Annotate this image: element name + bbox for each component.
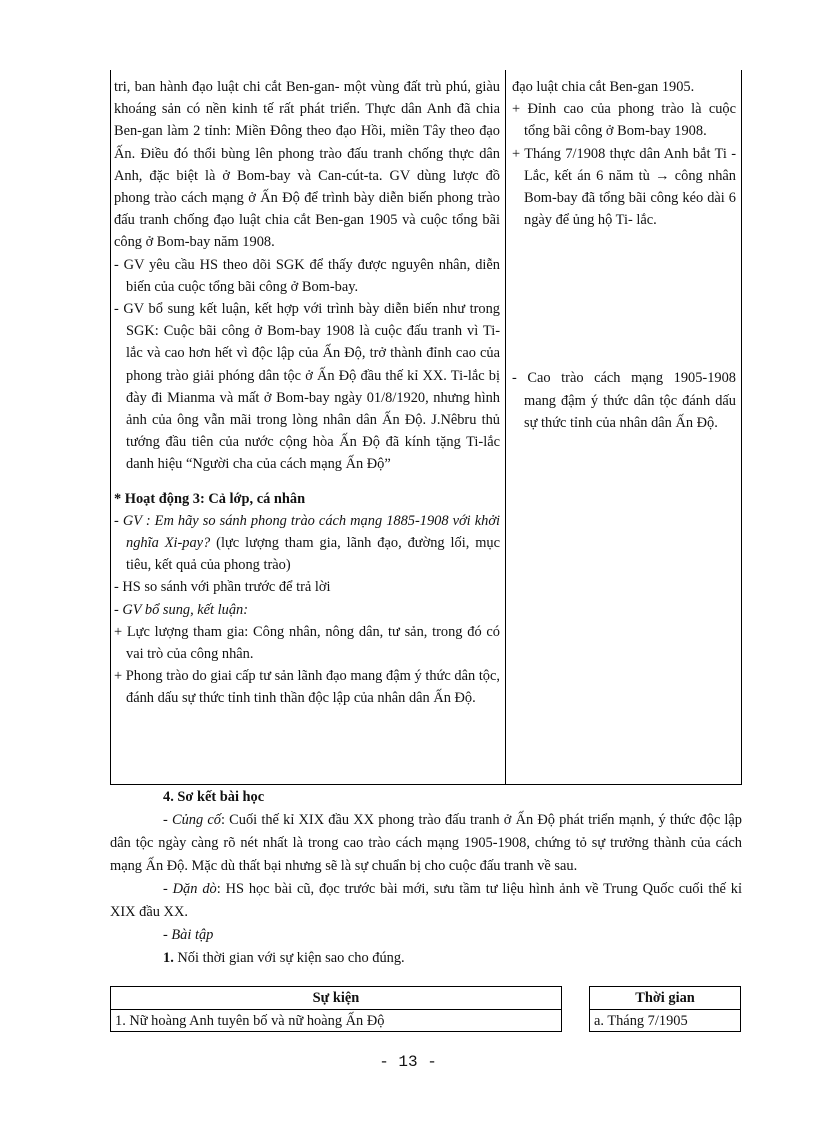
right-text-tilak-arrest: + Tháng 7/1908 thực dân Anh bắt Ti - Lắc, kết án 6 năm tù → công nhân Bom-bay đã tổng bãi công kéo dài 6 ngày để ủng hộ Ti- lắc.: [512, 145, 736, 229]
activity-3-heading: * Hoạt động 3: Cả lớp, cá nhân: [114, 490, 306, 507]
time-header: Thời gian: [590, 987, 740, 1010]
right-text-climax: - Cao trào cách mạng 1905-1908 mang đậm ý thức dân tộc đánh dấu sự thức tỉnh của nhân dân Ấn Độ.: [512, 370, 736, 431]
summary-title: 4. Sơ kết bài học: [163, 789, 265, 805]
exercise-instruction: [110, 947, 742, 970]
summary-homework: [110, 878, 742, 924]
paragraph-gv-request: - GV yêu cầu HS theo dõi SGK để thấy được nguyên nhân, diễn biến của cuộc tổng bãi công ở Bom-bay.: [114, 256, 500, 295]
right-text-peak: + Đỉnh cao của phong trào là cuộc tổng bãi công ở Bom-bay 1908.: [512, 101, 736, 140]
knowledge-column: [512, 76, 736, 434]
column-divider: [505, 70, 506, 785]
time-table: [589, 986, 741, 1032]
gv-question: - GV : Em hãy so sánh phong trào cách mạng 1885-1908 với khởi nghĩa Xi-pay?: [114, 512, 500, 552]
conclusion-leadership: + Phong trào do giai cấp tư sản lãnh đạo mang đậm ý thức dân tộc, đánh dấu sự thức tỉnh tinh thần độc lập của nhân dân Ấn Độ.: [114, 668, 500, 707]
paragraph-bengal-partition: tri, ban hành đạo luật chi cắt Ben-gan- một vùng đất trù phú, giàu khoáng sản có nền kinh tế rất phát triển. Thực dân Anh đã chia Ben-gan làm 2 tỉnh: Miền Đông theo đạo Hồi, miền Tây theo đạo Ấn. Điều đó thổi bùng lên phong trào đấu tranh chống thực dân Anh, đặc biệt là ở Bom-bay và Can-cút-ta. GV dùng lược đồ phong trào cách mạng ở Ấn Độ để trình bày diễn biến phong trào đấu tranh chống đạo luật chia cắt Ben-gan 1905 và cuộc tổng bãi công ở Bom-bay năm 1908.: [114, 79, 500, 251]
events-header: Sự kiện: [111, 987, 561, 1010]
paragraph-gv-conclusion-bombay: - GV bổ sung kết luận, kết hợp với trình bày diễn biến như trong SGK: Cuộc bãi công ở Bom-bay 1908 là cuộc đấu tranh vì Ti-lắc và cao hơn hết vì độc lập của Ấn Độ, trở thành đỉnh cao của phong trào giải phóng dân tộc ở Ấn Độ đầu thế kỉ XX. Ti-lắc bị đày đi Mianma và mất ở Bom-bay ngày 01/8/1920, nhưng hình ảnh của ông vẫn mãi trong lòng nhân dân Ấn Độ. J.Nêbru thủ tướng đầu tiên của nước cộng hòa Ấn Độ đã kính tặng Ti-lắc danh hiệu “Người cha của cách mạng Ấn Độ”: [114, 301, 500, 473]
consolidate-label: - Củng cố: [163, 812, 221, 828]
event-row: 1. Nữ hoàng Anh tuyên bố và nữ hoàng Ấn Độ: [115, 1013, 385, 1029]
summary-consolidate: [110, 809, 742, 878]
lesson-summary: [110, 786, 742, 970]
page-number: - 13 -: [379, 1053, 437, 1071]
teacher-student-activity-column: [114, 76, 500, 710]
homework-label: - Dặn dò: [163, 881, 217, 897]
exercise-label: - Bài tập: [163, 927, 214, 943]
gv-question-note: (lực lượng tham gia, lãnh đạo, đường lối, mục tiêu, kết quả của phong trào): [126, 535, 500, 574]
events-table: [110, 986, 562, 1032]
time-row: a. Tháng 7/1905: [594, 1013, 688, 1029]
exercise-number: 1.: [163, 950, 174, 966]
homework-text: : HS học bài cũ, đọc trước bài mới, sưu tầm tư liệu hình ảnh về Trung Quốc cuối thế kỉ XIX đầu XX.: [110, 881, 742, 920]
gv-question-paragraph: [114, 510, 500, 577]
exercise-text: Nối thời gian với sự kiện sao cho đúng.: [173, 950, 405, 966]
consolidate-text: : Cuối thế kỉ XIX đầu XX phong trào đấu tranh ở Ấn Độ phát triển mạnh, ý thức độc lập dân tộc ngày càng rõ nét nhất là trong cao trào cách mạng 1905-1908, chứng tỏ sự trưởng thành của cách mạng Ấn Độ. Mặc dù thất bại nhưng sẽ là sự chuẩn bị cho cuộc đấu tranh về sau.: [110, 812, 742, 874]
right-text-partition-law: đạo luật chia cắt Ben-gan 1905.: [512, 79, 695, 95]
gv-conclude: - GV bổ sung, kết luận:: [114, 601, 249, 618]
hs-compare: - HS so sánh với phần trước để trả lời: [114, 579, 331, 596]
conclusion-forces: + Lực lượng tham gia: Công nhân, nông dân, tư sản, trong đó có vai trò của công nhân.: [114, 623, 500, 663]
